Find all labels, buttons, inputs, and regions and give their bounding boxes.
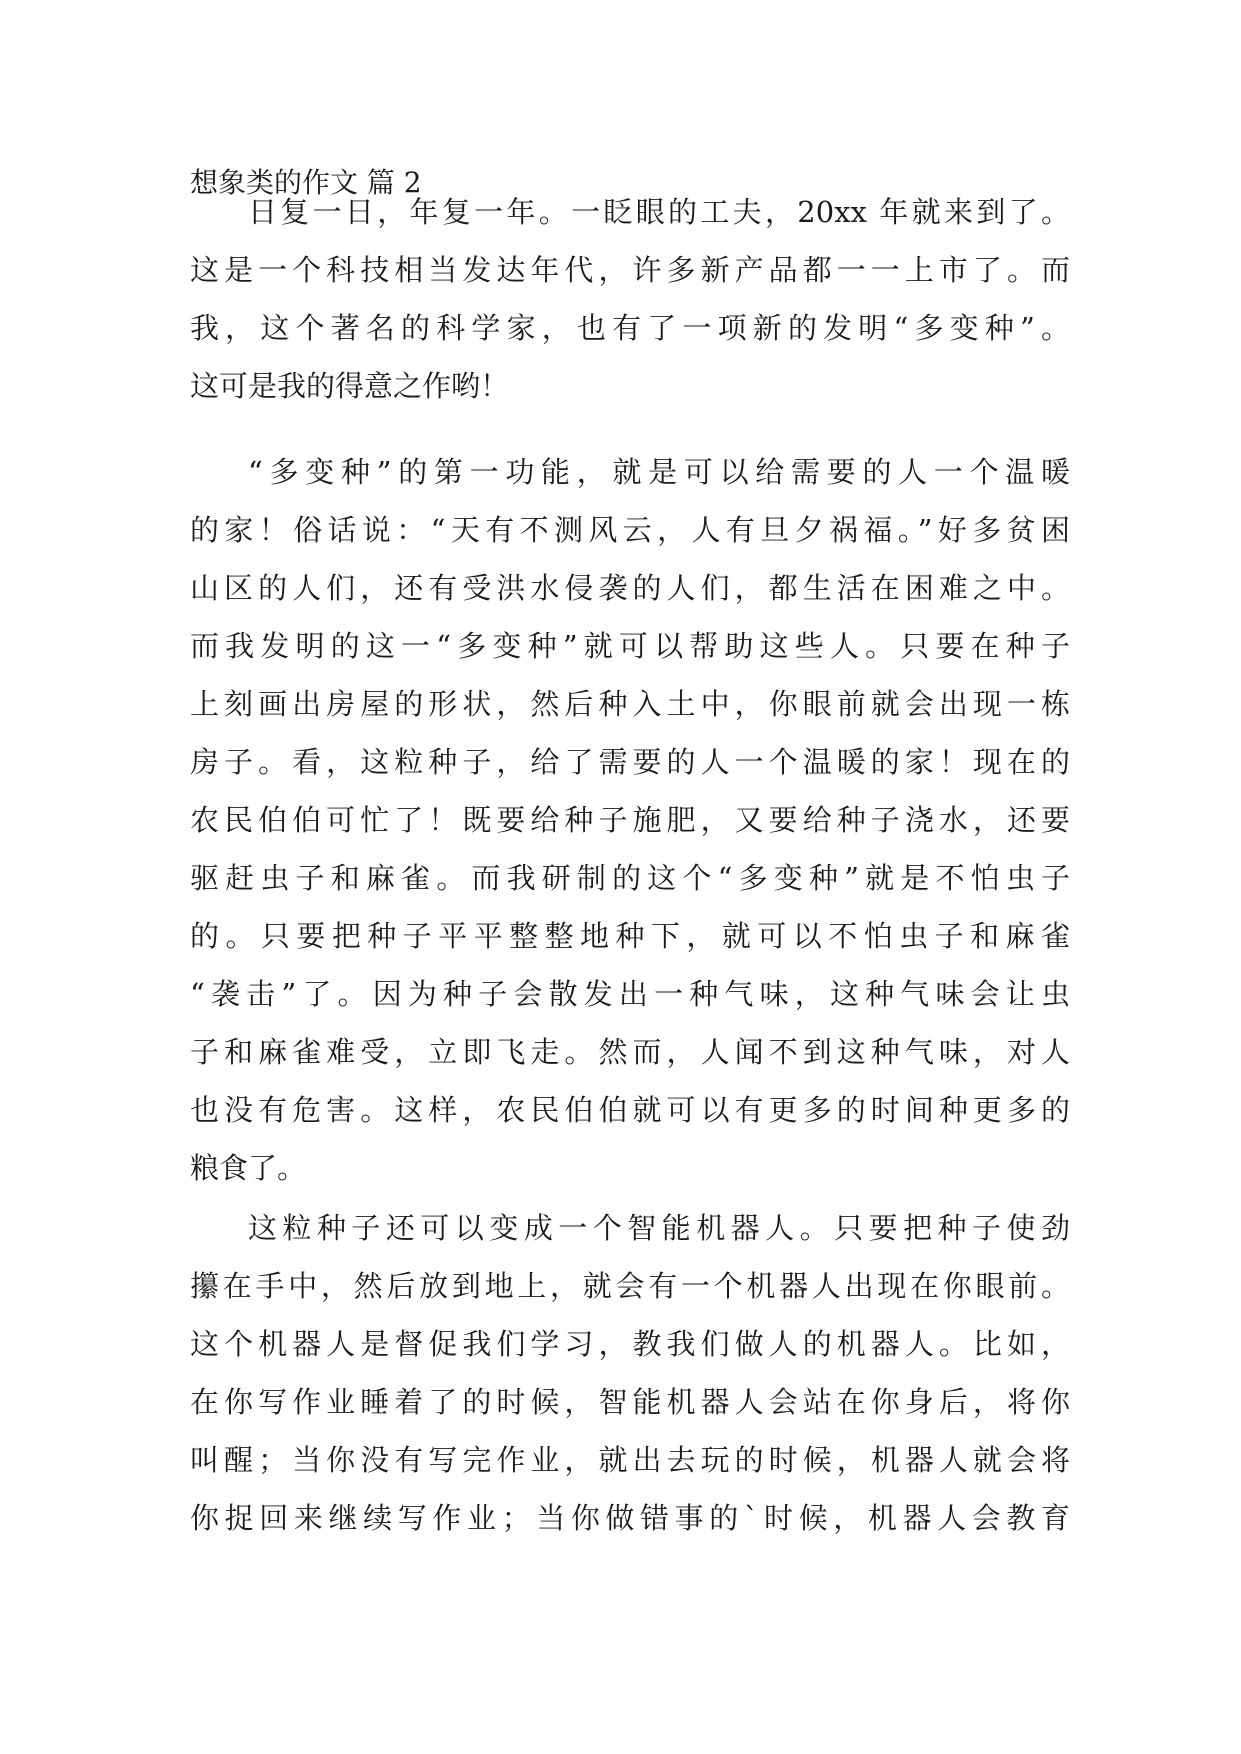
text-line: 子和麻雀难受，立即飞走。然而，人闻不到这种气味，对人 <box>190 1035 1070 1069</box>
text-line: 这可是我的得意之作哟！ <box>190 369 510 403</box>
text-line: “多变种”的第一功能，就是可以给需要的人一个温暖 <box>248 455 1070 489</box>
text-line: 也没有危害。这样，农民伯伯就可以有更多的时间种更多的 <box>190 1093 1070 1127</box>
text-line: 日复一日，年复一年。一眨眼的工夫，20xx 年就来到了。 <box>248 195 1070 229</box>
text-line: 上刻画出房屋的形状，然后种入土中，你眼前就会出现一栋 <box>190 687 1070 721</box>
text-line: 我，这个著名的科学家，也有了一项新的发明“多变种”。 <box>190 311 1070 345</box>
text-line: 而我发明的这一“多变种”就可以帮助这些人。只要在种子 <box>190 629 1070 663</box>
text-line: 这个机器人是督促我们学习，教我们做人的机器人。比如， <box>190 1327 1070 1361</box>
paragraph-2 <box>190 443 1070 1197</box>
text-line: 这是一个科技相当发达年代，许多新产品都一一上市了。而 <box>190 253 1070 287</box>
text-line: 农民伯伯可忙了！既要给种子施肥，又要给种子浇水，还要 <box>190 803 1070 837</box>
text-line: 这粒种子还可以变成一个智能机器人。只要把种子使劲 <box>248 1211 1070 1245</box>
paragraph-3 <box>190 1199 1070 1547</box>
text-line: 叫醒；当你没有写完作业，就出去玩的时候，机器人就会将 <box>190 1443 1070 1477</box>
text-line: 粮食了。 <box>190 1151 307 1185</box>
text-line: 你捉回来继续写作业；当你做错事的`时候，机器人会教育 <box>190 1501 1070 1535</box>
document-title: 想象类的作文 篇 2 <box>190 166 422 199</box>
paragraph-1 <box>190 183 1070 415</box>
text-line: 的。只要把种子平平整整地种下，就可以不怕虫子和麻雀 <box>190 919 1070 953</box>
text-line: 房子。看，这粒种子，给了需要的人一个温暖的家！现在的 <box>190 745 1070 779</box>
text-line: “袭击”了。因为种子会散发出一种气味，这种气味会让虫 <box>190 977 1070 1011</box>
text-line: 山区的人们，还有受洪水侵袭的人们，都生活在困难之中。 <box>190 571 1070 605</box>
text-line: 在你写作业睡着了的时候，智能机器人会站在你身后，将你 <box>190 1385 1070 1419</box>
text-line: 攥在手中，然后放到地上，就会有一个机器人出现在你眼前。 <box>190 1269 1070 1303</box>
text-line: 的家！俗话说：“天有不测风云，人有旦夕祸福。”好多贫困 <box>190 513 1070 547</box>
text-line: 驱赶虫子和麻雀。而我研制的这个“多变种”就是不怕虫子 <box>190 861 1070 895</box>
